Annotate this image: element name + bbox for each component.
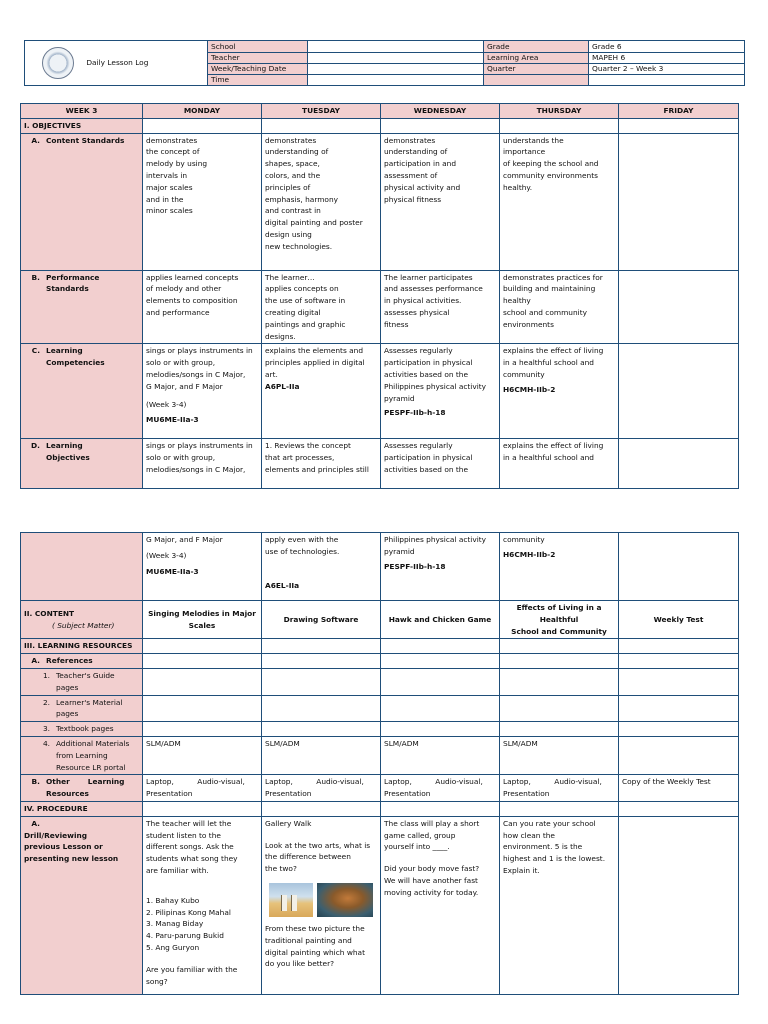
empty-label (484, 75, 589, 86)
content-standards-fri (619, 133, 739, 270)
content-tue: Drawing Software (262, 601, 381, 639)
performance-standards-wed: The learner participates and assesses performance in physical activities. assesses physical fitness (381, 270, 500, 344)
grade-label: Grade (484, 41, 589, 53)
content-wed: Hawk and Chicken Game (381, 601, 500, 639)
col-monday: MONDAY (143, 104, 262, 119)
learning-objectives-wed: Assesses regularly participation in physical activities based on the (381, 439, 500, 489)
header-table (24, 40, 745, 86)
content-mon: Singing Melodies in Major Scales (143, 601, 262, 639)
learning-competencies-thu: explains the effect of living in a healthful school and community H6CMH-IIb-2 (500, 344, 619, 439)
learning-objectives-label: D. Learning Objectives (21, 439, 143, 489)
content-label: II. CONTENT ( Subject Matter) (21, 601, 143, 639)
drill-review-thu: Can you rate your school how clean the environment. 5 is the highest and 1 is the lowest. Explain it. (500, 816, 619, 994)
objectives-continued-fri (619, 533, 739, 601)
objectives-continued-thu: community H6CMH-IIb-2 (500, 533, 619, 601)
learning-objectives-fri (619, 439, 739, 489)
col-friday: FRIDAY (619, 104, 739, 119)
other-resources-thu: Laptop, Audio-visual, Presentation (500, 775, 619, 802)
objectives-heading: I. OBJECTIVES (21, 118, 143, 133)
col-thursday: THURSDAY (500, 104, 619, 119)
drill-review-fri (619, 816, 739, 994)
content-standards-tue: demonstrates understanding of shapes, space, colors, and the principles of emphasis, harmony and contrast in digital painting and poster design using new technologies. (262, 133, 381, 270)
learning-area-label: Learning Area (484, 53, 589, 64)
learning-competencies-wed: Assesses regularly participation in physical activities based on the Philippines physical activity pyramid PESPF-IIb-h-18 (381, 344, 500, 439)
additional-materials-fri (619, 736, 739, 774)
performance-standards-mon: applies learned concepts of melody and other elements to composition and performance (143, 270, 262, 344)
col-wednesday: WEDNESDAY (381, 104, 500, 119)
teachers-guide-label: 1. Teacher's Guide pages (21, 668, 143, 695)
other-resources-label: B. Other Learning Resources (21, 775, 143, 802)
content-fri: Weekly Test (619, 601, 739, 639)
content-procedure-table (20, 532, 739, 995)
performance-standards-label: B. Performance Standards (21, 270, 143, 344)
grade-value: Grade 6 (589, 41, 745, 53)
other-resources-wed: Laptop, Audio-visual, Presentation (381, 775, 500, 802)
learners-material-label: 2. Learner's Material pages (21, 695, 143, 722)
other-resources-fri: Copy of the Weekly Test (619, 775, 739, 802)
school-value (308, 41, 484, 53)
additional-materials-label: 4. Additional Materials from Learning Resource LR portal (21, 736, 143, 774)
school-label: School (208, 41, 308, 53)
learning-area-value: MAPEH 6 (589, 53, 745, 64)
drill-review-tue: Gallery Walk Look at the two arts, what is the difference between the two? From these two picture the traditional painting and digital painting which what do you like better? (262, 816, 381, 994)
week-date-label: Week/Teaching Date (208, 64, 308, 75)
teacher-label: Teacher (208, 53, 308, 64)
learning-objectives-thu: explains the effect of living in a healthful school and (500, 439, 619, 489)
col-week: WEEK 3 (21, 104, 143, 119)
performance-standards-fri (619, 270, 739, 344)
additional-materials-mon: SLM/ADM (143, 736, 262, 774)
learning-objectives-tue: 1. Reviews the concept that art processes, elements and principles still (262, 439, 381, 489)
additional-materials-thu: SLM/ADM (500, 736, 619, 774)
additional-materials-wed: SLM/ADM (381, 736, 500, 774)
content-standards-wed: demonstrates understanding of participation in and assessment of physical activity and physical fitness (381, 133, 500, 270)
col-tuesday: TUESDAY (262, 104, 381, 119)
digital-painting-image (317, 883, 373, 917)
learning-competencies-fri (619, 344, 739, 439)
time-label: Time (208, 75, 308, 86)
content-thu: Effects of Living in a Healthful School and Community (500, 601, 619, 639)
learning-resources-heading: III. LEARNING RESOURCES (21, 639, 143, 654)
quarter-value: Quarter 2 – Week 3 (589, 64, 745, 75)
content-standards-mon: demonstrates the concept of melody by using intervals in major scales and in the minor scales (143, 133, 262, 270)
references-label: A. References (21, 654, 143, 669)
objectives-continued-wed: Philippines physical activity pyramid PESPF-IIb-h-18 (381, 533, 500, 601)
additional-materials-tue: SLM/ADM (262, 736, 381, 774)
empty-value (589, 75, 745, 86)
objectives-continued-tue: apply even with the use of technologies. A6EL-IIa (262, 533, 381, 601)
textbook-pages-label: 3. Textbook pages (21, 722, 143, 737)
other-resources-tue: Laptop, Audio-visual, Presentation (262, 775, 381, 802)
performance-standards-tue: The learner… applies concepts on the use of software in creating digital paintings and graphic designs. (262, 270, 381, 344)
header-title-cell (25, 41, 208, 86)
teacher-value (308, 53, 484, 64)
objectives-continued-mon: G Major, and F Major (Week 3-4) MU6ME-IIa-3 (143, 533, 262, 601)
learning-competencies-tue: explains the elements and principles applied in digital art. A6PL-IIa (262, 344, 381, 439)
objectives-continued-label (21, 533, 143, 601)
quarter-label: Quarter (484, 64, 589, 75)
content-standards-label: A. Content Standards (21, 133, 143, 270)
learning-competencies-label: C. Learning Competencies (21, 344, 143, 439)
page-title: Daily Lesson Log (86, 58, 149, 67)
learning-objectives-mon: sings or plays instruments in solo or with group, melodies/songs in C Major, (143, 439, 262, 489)
procedure-heading: IV. PROCEDURE (21, 801, 143, 816)
performance-standards-thu: demonstrates practices for building and maintaining healthy school and community environments (500, 270, 619, 344)
learning-competencies-mon: sings or plays instruments in solo or with group, melodies/songs in C Major, G Major, and F Major (Week 3-4) MU6ME-IIa-3 (143, 344, 262, 439)
drill-review-wed: The class will play a short game called, group yourself into ____. Did your body move fast? We will have another fast moving activity for today. (381, 816, 500, 994)
other-resources-mon: Laptop, Audio-visual, Presentation (143, 775, 262, 802)
time-value (308, 75, 484, 86)
drill-review-mon: The teacher will let the student listen to the different songs. Ask the students what song they are familiar with. 1. Bahay Kubo 2. Pilipinas Kong Mahal 3. Manag Biday 4. Paru-parung Bukid 5. Ang Guryon Are you familiar with the song? (143, 816, 262, 994)
content-standards-thu: understands the importance of keeping the school and community environments healthy. (500, 133, 619, 270)
drill-review-label: A.Drill/Reviewing previous Lesson or presenting new lesson (21, 816, 143, 994)
traditional-painting-image (269, 883, 313, 917)
deped-seal-icon (42, 47, 74, 79)
week-date-value (308, 64, 484, 75)
objectives-table (20, 103, 739, 489)
